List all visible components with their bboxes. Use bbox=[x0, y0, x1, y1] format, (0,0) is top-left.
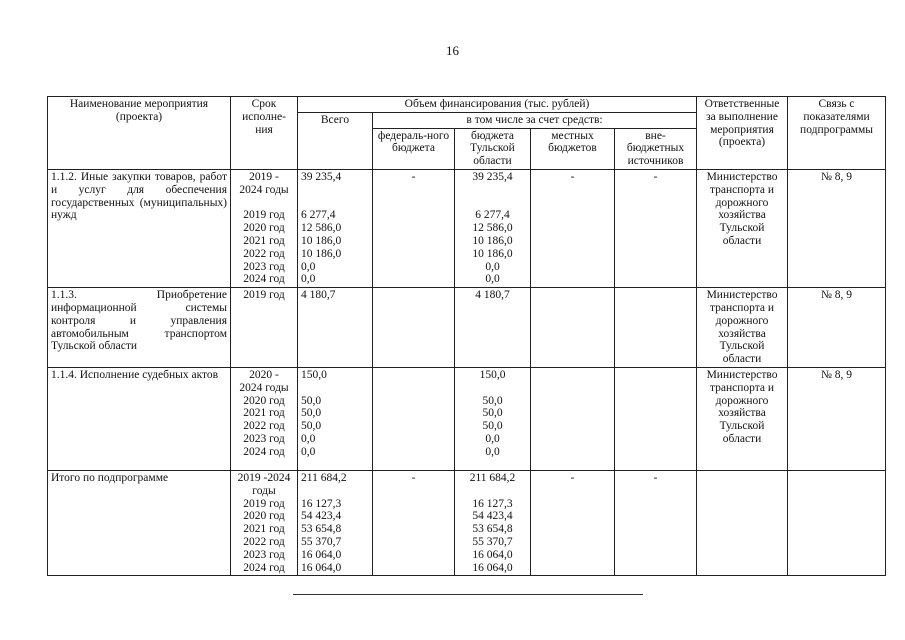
cell-responsible: Министерство транспорта и дорожного хозяйства Тульской области bbox=[697, 288, 788, 368]
cell-line: 2019 год bbox=[243, 209, 285, 222]
cell-line: 0,0 bbox=[485, 273, 500, 286]
cell-line: 150,0 bbox=[479, 368, 506, 381]
table-row bbox=[48, 288, 886, 368]
cell-line: 2022 год bbox=[243, 535, 285, 548]
cell-line: 211 684,2 bbox=[301, 471, 347, 484]
cell-line: 2024 год bbox=[243, 445, 285, 458]
page-number: 16 bbox=[446, 43, 459, 58]
cell-line: 10 186,0 bbox=[301, 234, 342, 247]
cell-line bbox=[301, 382, 369, 395]
cell-line: 2019 -2024 bbox=[237, 471, 291, 484]
cell-line: 39 235,4 bbox=[301, 170, 342, 183]
cell-name: Итого по подпрограмме bbox=[48, 470, 231, 575]
cell-link: № 8, 9 bbox=[788, 367, 886, 470]
cell-line: 2019 год bbox=[243, 289, 285, 302]
cell-regional bbox=[455, 470, 531, 575]
footer-rule bbox=[293, 594, 643, 595]
cell-line: 50,0 bbox=[482, 420, 503, 433]
cell-line bbox=[301, 485, 369, 498]
cell-extra bbox=[615, 288, 697, 368]
header-responsible: Ответственные за выполнение мероприятия (проекта) bbox=[697, 97, 788, 170]
cell-line: 10 186,0 bbox=[472, 234, 513, 247]
table-row bbox=[48, 367, 886, 470]
cell-line: 2023 год bbox=[243, 548, 285, 561]
cell-extra: - bbox=[615, 169, 697, 287]
cell-line: 10 186,0 bbox=[472, 247, 513, 260]
header-term: Срок исполне-ния bbox=[231, 97, 298, 170]
cell-responsible bbox=[697, 470, 788, 575]
cell-responsible: Министерство транспорта и дорожного хозяйства Тульской области bbox=[697, 169, 788, 287]
header-total: Всего bbox=[298, 112, 373, 169]
cell-line: 55 370,7 bbox=[472, 535, 513, 548]
cell-line: 39 235,4 bbox=[472, 170, 513, 183]
cell-line: 50,0 bbox=[301, 407, 322, 420]
cell-line: 2020 год bbox=[243, 222, 285, 235]
cell-total bbox=[298, 367, 373, 470]
cell-line: 2019 - bbox=[249, 170, 279, 183]
cell-line: 2019 год bbox=[243, 497, 285, 510]
header-including: в том числе за счет средств: bbox=[373, 112, 697, 128]
cell-line: 16 127,3 bbox=[301, 497, 342, 510]
cell-line: 0,0 bbox=[301, 260, 316, 273]
cell-line: 0,0 bbox=[485, 260, 500, 273]
cell-line: 2024 год bbox=[243, 561, 285, 574]
header-link: Связь с показателями подпрограммы bbox=[788, 97, 886, 170]
cell-line: 2024 годы bbox=[239, 183, 289, 196]
cell-federal: - bbox=[373, 470, 455, 575]
cell-line: 16 064,0 bbox=[301, 561, 342, 574]
cell-line: 2024 год bbox=[243, 273, 285, 286]
cell-name: 1.1.3. Приобретение информационной системы контроля и управления автомобильным транспортом Тульской области bbox=[48, 288, 231, 368]
cell-line: 54 423,4 bbox=[301, 510, 342, 523]
cell-line bbox=[234, 197, 294, 210]
cell-line: 16 064,0 bbox=[472, 561, 513, 574]
cell-line bbox=[458, 485, 527, 498]
cell-federal bbox=[373, 367, 455, 470]
header-local: местных бюджетов bbox=[531, 128, 615, 169]
cell-term bbox=[231, 367, 298, 470]
cell-line: 55 370,7 bbox=[301, 535, 342, 548]
cell-line: 211 684,2 bbox=[469, 471, 516, 484]
cell-line: 2023 год bbox=[243, 432, 285, 445]
cell-local: - bbox=[531, 169, 615, 287]
cell-line: 4 180,7 bbox=[475, 289, 510, 302]
cell-line: 6 277,4 bbox=[475, 209, 510, 222]
header-federal: федераль-ного бюджета bbox=[373, 128, 455, 169]
cell-line bbox=[458, 197, 527, 210]
cell-extra: - bbox=[615, 470, 697, 575]
cell-line: 0,0 bbox=[485, 432, 500, 445]
header-funding: Объем финансирования (тыс. рублей) bbox=[298, 97, 697, 113]
cell-regional bbox=[455, 288, 531, 368]
header-extra: вне-бюджетных источников bbox=[615, 128, 697, 169]
cell-line: 2024 годы bbox=[239, 381, 289, 394]
header-name: Наименование мероприятия (проекта) bbox=[48, 97, 231, 170]
cell-line: 50,0 bbox=[482, 407, 503, 420]
cell-line: 0,0 bbox=[485, 445, 500, 458]
cell-total bbox=[298, 169, 373, 287]
cell-line: 2020 год bbox=[243, 510, 285, 523]
funding-table bbox=[47, 96, 886, 576]
cell-term bbox=[231, 169, 298, 287]
cell-regional bbox=[455, 367, 531, 470]
cell-line: 16 064,0 bbox=[472, 548, 513, 561]
header-regional: бюджета Тульской области bbox=[455, 128, 531, 169]
cell-line bbox=[458, 184, 527, 197]
cell-line: 12 586,0 bbox=[301, 222, 342, 235]
cell-line: 2020 год bbox=[243, 394, 285, 407]
cell-line: 12 586,0 bbox=[472, 222, 513, 235]
table-row bbox=[48, 470, 886, 575]
table-row bbox=[48, 169, 886, 287]
cell-term bbox=[231, 470, 298, 575]
cell-federal: - bbox=[373, 169, 455, 287]
cell-line: 0,0 bbox=[301, 273, 316, 286]
cell-federal bbox=[373, 288, 455, 368]
cell-regional bbox=[455, 169, 531, 287]
cell-total bbox=[298, 470, 373, 575]
cell-link bbox=[788, 470, 886, 575]
cell-local bbox=[531, 288, 615, 368]
cell-line: 53 654,8 bbox=[301, 523, 342, 536]
cell-line: 2021 год bbox=[243, 523, 285, 536]
cell-line: 2023 год bbox=[243, 260, 285, 273]
cell-extra bbox=[615, 367, 697, 470]
cell-line: 2020 - bbox=[249, 368, 279, 381]
cell-link: № 8, 9 bbox=[788, 288, 886, 368]
cell-line: 2022 год bbox=[243, 420, 285, 433]
cell-line: 2021 год bbox=[243, 407, 285, 420]
cell-line: 6 277,4 bbox=[301, 209, 336, 222]
cell-line: годы bbox=[252, 484, 276, 497]
cell-line bbox=[301, 184, 369, 197]
cell-line: 50,0 bbox=[301, 394, 322, 407]
cell-line: 0,0 bbox=[301, 432, 316, 445]
cell-line bbox=[458, 382, 527, 395]
cell-line: 150,0 bbox=[301, 368, 327, 381]
cell-total bbox=[298, 288, 373, 368]
cell-line: 50,0 bbox=[301, 420, 322, 433]
cell-link: № 8, 9 bbox=[788, 169, 886, 287]
cell-line: 2021 год bbox=[243, 234, 285, 247]
cell-line: 4 180,7 bbox=[301, 289, 336, 302]
cell-line bbox=[301, 197, 369, 210]
cell-local bbox=[531, 367, 615, 470]
cell-line: 50,0 bbox=[482, 394, 503, 407]
cell-name: 1.1.2. Иные закупки товаров, работ и услуг для обеспечения государственных (муниципальных) нужд bbox=[48, 169, 231, 287]
cell-line: 16 064,0 bbox=[301, 548, 342, 561]
cell-term bbox=[231, 288, 298, 368]
cell-line: 10 186,0 bbox=[301, 247, 342, 260]
cell-local: - bbox=[531, 470, 615, 575]
cell-line: 16 127,3 bbox=[472, 497, 513, 510]
cell-responsible: Министерство транспорта и дорожного хозяйства Тульской области bbox=[697, 367, 788, 470]
cell-line: 53 654,8 bbox=[472, 523, 513, 536]
cell-line: 54 423,4 bbox=[472, 510, 513, 523]
cell-name: 1.1.4. Исполнение судебных актов bbox=[48, 367, 231, 470]
cell-line: 2022 год bbox=[243, 247, 285, 260]
cell-line: 0,0 bbox=[301, 445, 316, 458]
